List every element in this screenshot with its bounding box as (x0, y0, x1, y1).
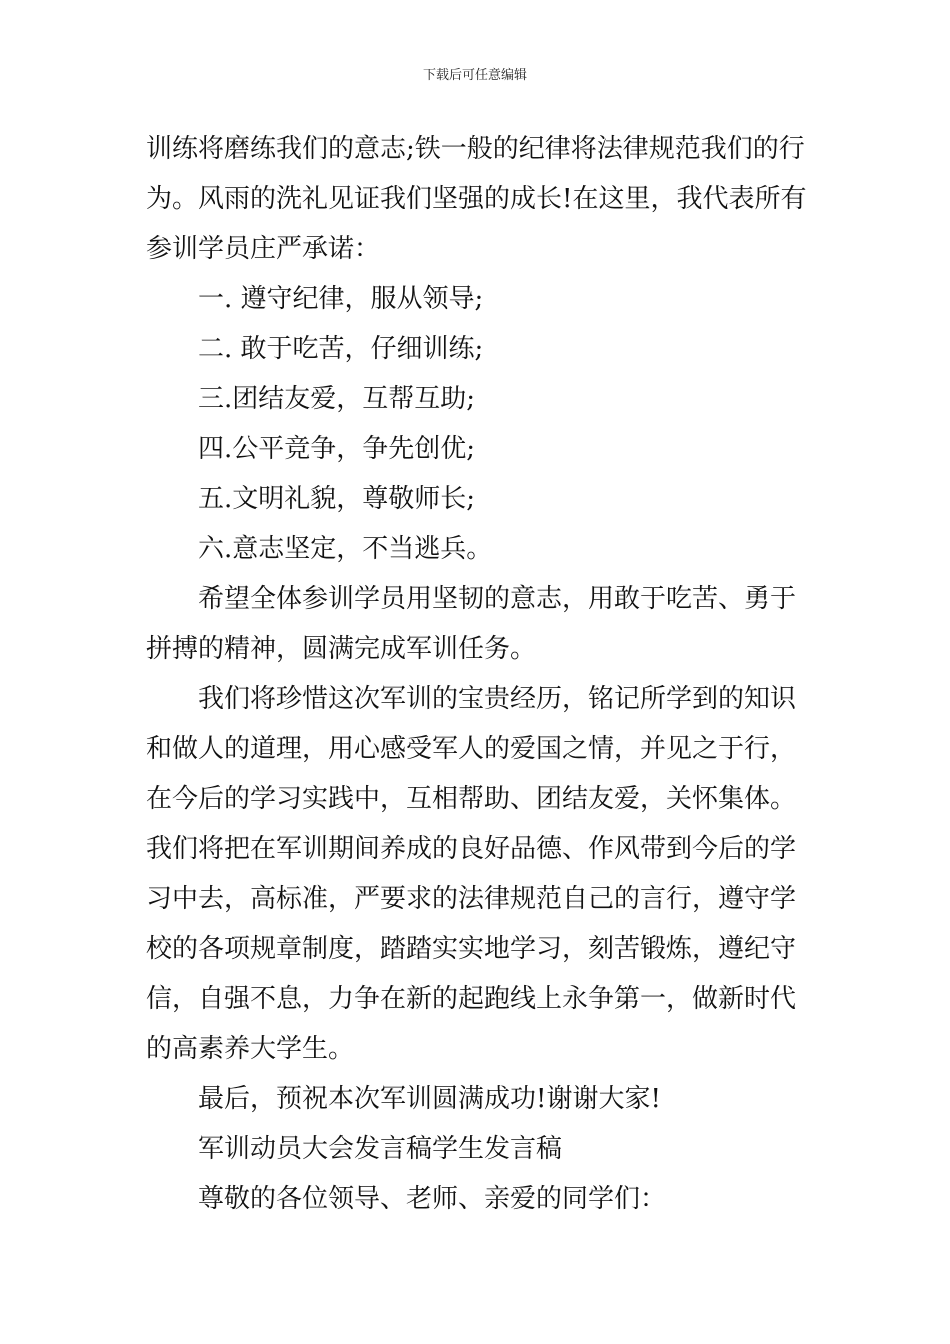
text-line-3: 参训学员庄严承诺： (146, 234, 381, 264)
salutation: 尊敬的各位领导、老师、亲爱的同学们： (198, 1184, 667, 1214)
text-line-15: 我们将把在军训期间养成的良好品德、作风带到今后的学 (146, 834, 797, 864)
text-line-13: 和做人的道理，用心感受军人的爱国之情，并见之于行， (146, 734, 797, 764)
page-header: 下载后可任意编辑 (422, 68, 527, 83)
section-title: 军训动员大会发言稿学生发言稿 (198, 1134, 563, 1164)
text-line-16: 习中去，高标准，严要求的法律规范自己的言行，遵守学 (146, 884, 797, 914)
text-line-10: 希望全体参训学员用坚韧的意志，用敢于吃苦、勇于 (198, 584, 797, 614)
text-line-12: 我们将珍惜这次军训的宝贵经历，铭记所学到的知识 (198, 684, 797, 714)
list-item-5: 五.文明礼貌，尊敬师长; (198, 484, 476, 514)
text-line-17: 校的各项规章制度，踏踏实实地学习，刻苦锻炼，遵纪守 (146, 934, 797, 964)
list-item-3: 三.团结友爱，互帮互助; (198, 384, 476, 414)
list-item-1: 一. 遵守纪律，服从领导; (198, 284, 484, 314)
list-item-2: 二. 敢于吃苦，仔细训练; (198, 334, 484, 364)
text-line-18: 信，自强不息，力争在新的起跑线上永争第一，做新时代 (146, 984, 797, 1014)
text-line-20: 最后，预祝本次军训圆满成功!谢谢大家! (198, 1084, 661, 1114)
text-line-14: 在今后的学习实践中，互相帮助、团结友爱，关怀集体。 (146, 784, 797, 814)
list-item-6: 六.意志坚定，不当逃兵。 (198, 534, 493, 564)
text-line-19: 的高素养大学生。 (146, 1034, 355, 1064)
document-body (146, 124, 816, 1224)
text-line-1: 训练将磨练我们的意志;铁一般的纪律将法律规范我们的行 (146, 134, 805, 164)
list-item-4: 四.公平竞争，争先创优; (198, 434, 476, 464)
text-line-11: 拼搏的精神，圆满完成军训任务。 (146, 634, 537, 664)
text-line-2: 为。风雨的洗礼见证我们坚强的成长!在这里，我代表所有 (146, 184, 807, 214)
